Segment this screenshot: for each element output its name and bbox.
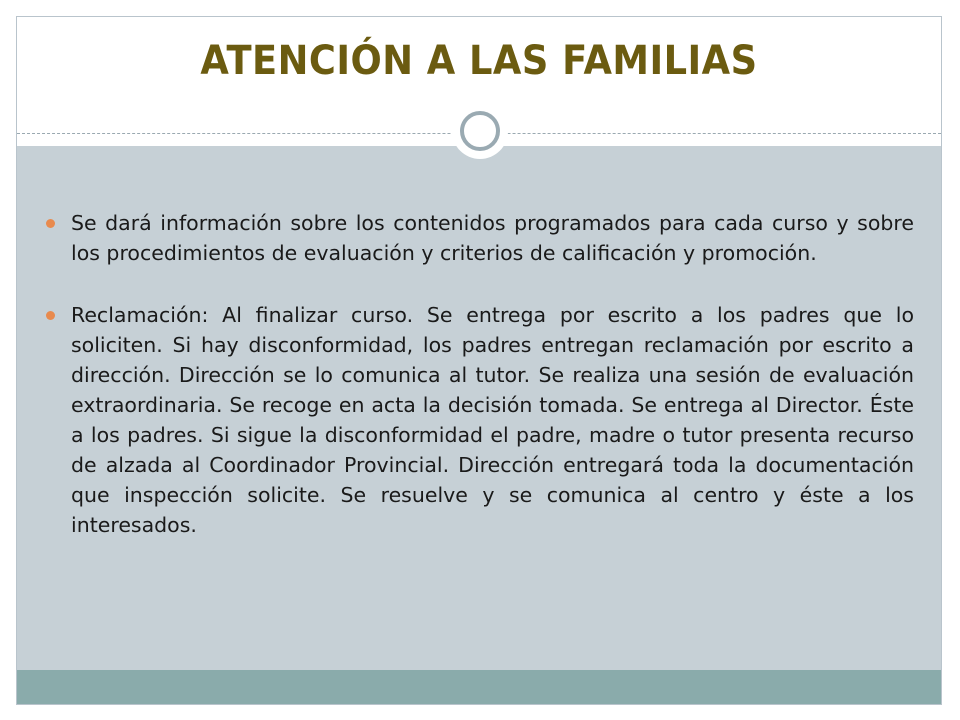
- bullet-text: Se dará información sobre los contenidos programados para cada curso y sobre los procedimientos de evaluación y criterios de calificación y promoción.: [71, 211, 914, 265]
- slide-title: ATENCIÓN A LAS FAMILIAS: [200, 38, 758, 84]
- footer-band: [17, 670, 941, 704]
- bullet-list: [46, 208, 914, 572]
- bullet-text: Reclamación: Al finalizar curso. Se entrega por escrito a los padres que lo soliciten. Si hay disconformidad, los padres entregan reclamación por escrito a dirección. Dirección se lo comunica al tutor. Se realiza una sesión de evaluación extraordinaria. Se recoge en acta la decisión tomada. Se entrega al Director. Éste a los padres. Si sigue la disconformidad el padre, madre o tutor presenta recurso de alzada al Coordinador Provincial. Dirección entregará toda la documentación que inspección solicite. Se resuelve y se comunica al centro y éste a los interesados.: [71, 303, 914, 537]
- circle-ornament-inner: [460, 111, 500, 151]
- bullet-item-reclamacion: [46, 300, 914, 540]
- bullet-dot-icon: [46, 311, 55, 320]
- bullet-item-informacion: [46, 208, 914, 268]
- bullet-dot-icon: [46, 219, 55, 228]
- circle-ornament-icon: [452, 103, 508, 159]
